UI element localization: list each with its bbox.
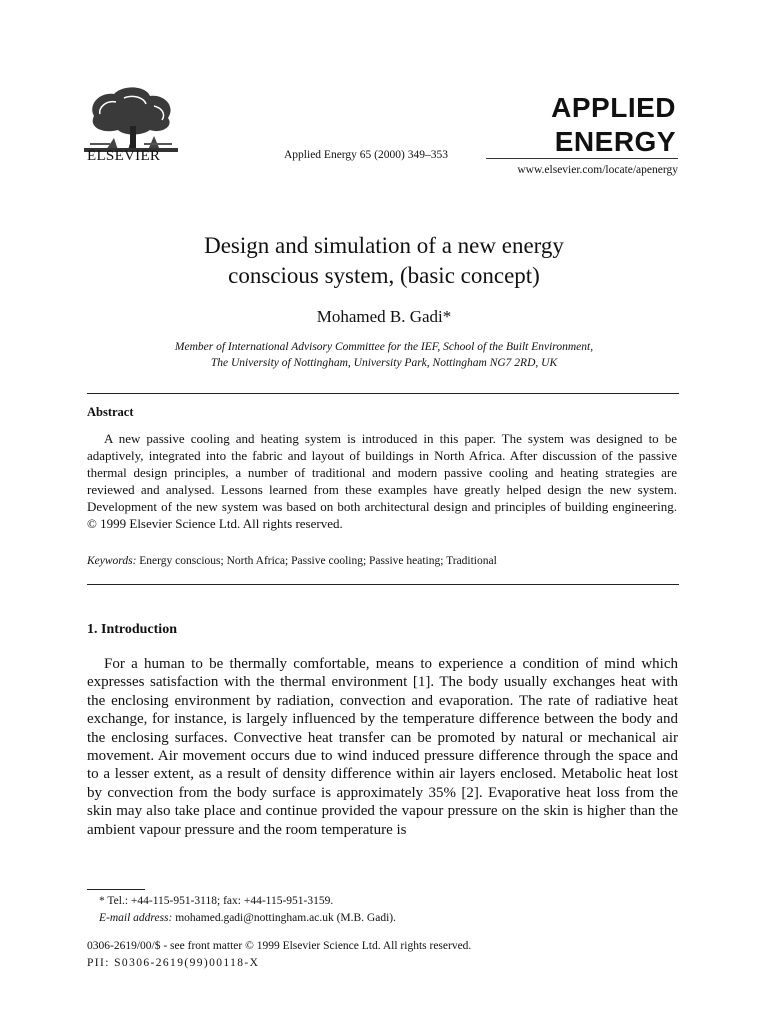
issn-line: 0306-2619/00/$ - see front matter © 1999 Elsevier Science Ltd. All rights reserved. <box>87 940 472 952</box>
abstract-body: A new passive cooling and heating system is introduced in this paper. The system was designed to be adaptively, integrated into the fabric and layout of buildings in North Africa. After discussion of the passive thermal design principles, a number of traditional and modern passive cooling and heating strategies are reviewed and analysed. Lessons learned from these examples have greatly helped design the new system. Development of the new system was based on both architectural design and principles of building engineering. © 1999 Elsevier Science Ltd. All rights reserved. <box>87 431 677 531</box>
author-footnote <box>99 893 396 927</box>
introduction-body: For a human to be thermally comfortable, means to experience a condition of mind which expresses satisfaction with the thermal environment [1]. The body usually exchanges heat with the enclosing environment by radiation, convection and evaporation. The rate of radiative heat exchange, for instance, is largely influenced by the temperature difference between the body and the enclosing surfaces. Convective heat transfer can be promoted by natural or mechanical air movement. Air movement occurs due to wind induced pressure difference through the space and to a lesser extent, as a result of density difference within air layers enclosed. Metabolic heat lost by convection from the body surface is approximately 35% [2]. Evaporative heat loss from the skin may also take place and continue provided the vapour pressure on the skin is higher than the ambient vapour pressure and the room temperature is <box>87 656 678 838</box>
journal-citation: Applied Energy 65 (2000) 349–353 <box>284 149 448 161</box>
pii-line: PII: S0306-2619(99)00118-X <box>87 957 260 969</box>
keywords-line <box>87 555 497 567</box>
author-affiliation <box>84 339 684 371</box>
section-heading-introduction: 1. Introduction <box>87 622 177 637</box>
abstract-bottom-rule <box>87 584 679 585</box>
title-line-2: conscious system, (basic concept) <box>228 263 540 288</box>
abstract-top-rule <box>87 393 679 394</box>
email-address[interactable]: mohamed.gadi@nottingham.ac.uk (M.B. Gadi). <box>175 912 396 924</box>
article-title <box>84 231 684 291</box>
journal-url[interactable]: www.elsevier.com/locate/apenergy <box>517 164 678 176</box>
publisher-name: ELSEVIER <box>87 148 161 164</box>
email-label: E-mail address: <box>99 912 173 924</box>
title-line-1: Design and simulation of a new energy <box>204 233 564 258</box>
abstract-heading: Abstract <box>87 405 134 419</box>
journal-logo-line1: APPLIED <box>551 92 676 123</box>
journal-logo-rule <box>486 158 678 159</box>
elsevier-tree-logo <box>84 86 178 152</box>
journal-logo-line2: ENERGY <box>554 126 676 157</box>
footnote-email-line <box>99 910 396 927</box>
front-matter <box>87 938 471 972</box>
footnote-phone: * Tel.: +44-115-951-3118; fax: +44-115-951-3159. <box>99 895 334 907</box>
footnote-rule <box>87 889 145 890</box>
author-name: Mohamed B. Gadi* <box>316 307 452 326</box>
affiliation-line-2: The University of Nottingham, University Park, Nottingham NG7 2RD, UK <box>210 357 558 369</box>
keywords-label: Keywords: <box>87 555 137 567</box>
affiliation-line-1: Member of International Advisory Committee for the IEF, School of the Built Environment, <box>174 341 594 353</box>
keywords-list: Energy conscious; North Africa; Passive cooling; Passive heating; Traditional <box>139 555 497 567</box>
